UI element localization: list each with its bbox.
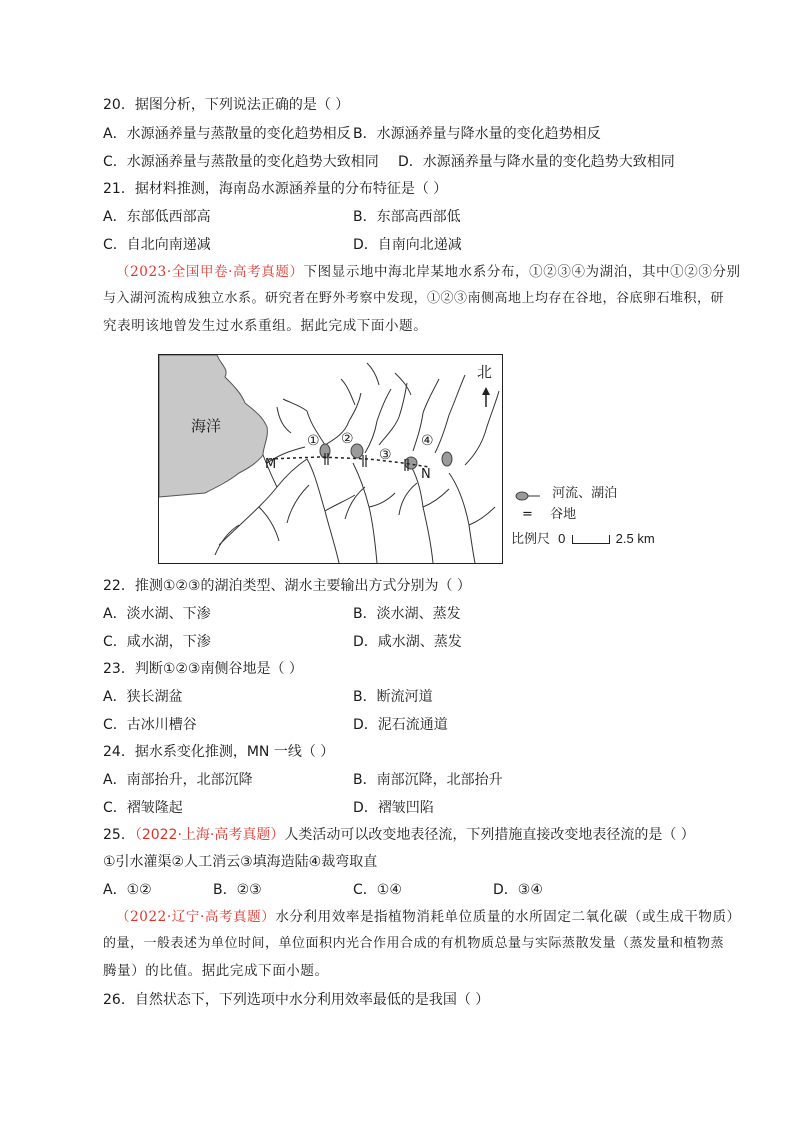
legend-river-lake [514,485,617,503]
q20-option-d: D．水源涵养量与降水量的变化趋势大致相同 [398,154,675,170]
q24-option-d: D．褶皱凹陷 [353,800,434,816]
q23-option-c: C．古冰川槽谷 [103,717,197,733]
q25-option-c: C．①④ [353,882,402,898]
material2-text-3: 腾量）的比值。据此完成下面小题。 [103,963,329,979]
q23-option-d: D．泥石流通道 [353,717,448,733]
lake-legend-icon [514,489,542,499]
point-n-label: N [421,467,431,482]
q25-number: 25． [103,827,135,843]
map-drawing [159,355,503,564]
q22-option-c: C．咸水湖，下渗 [103,634,211,650]
q20-stem: 20．据图分析，下列说法正确的是（ ） [103,97,350,113]
legend-valley-label: 谷地 [550,507,577,522]
legend-river-lake-label: 河流、湖泊 [552,486,618,501]
material2-first-line [116,907,741,927]
lake-label-4: ④ [421,433,434,449]
lake-label-1: ① [307,433,320,449]
material2-text-2: 的量，一般表述为单位时间，单位面积内光合作用合成的有机物质总量与实际蒸散发量（蒸发量和植物蒸 [103,936,725,951]
point-m-label: M [265,457,277,472]
scale-zero: 0 [558,531,566,546]
scale-value: 2.5 km [615,531,655,546]
q21-option-a: A．东部低西部高 [103,209,211,225]
lake-label-2: ② [341,431,354,447]
q21-option-c: C．自北向南递减 [103,237,211,253]
q25-stem: 人类活动可以改变地表径流，下列措施直接改变地表径流的是（ ） [284,827,695,843]
north-arrow-icon [482,387,490,395]
q22-option-d: D．咸水湖、蒸发 [353,634,462,650]
q24-option-c: C．褶皱隆起 [103,800,183,816]
scale-bar-icon [572,535,610,544]
scale-label: 比例尺 [511,532,551,547]
q21-option-d: D．自南向北递减 [353,237,462,253]
q25-option-d: D．③④ [493,882,543,898]
material1-text-2: 与入湖河流构成独立水系。研究者在野外考察中发现，①②③南侧高地上均存在谷地，谷底卵石堆积，研 [103,291,725,306]
material1-source: （2023·全国甲卷·高考真题） [116,264,304,280]
q23-option-a: A．狭长湖盆 [103,689,183,705]
q25-source: （2022·上海·高考真题） [134,827,285,843]
scale-bar [511,530,655,549]
valley-legend-icon: = [522,507,533,522]
q21-stem: 21．据材料推测，海南岛水源涵养量的分布特征是（ ） [103,181,448,197]
q24-option-a: A．南部抬升，北部沉降 [103,772,253,788]
q21-option-b: B．东部高西部低 [353,209,461,225]
q23-option-b: B．断流河道 [353,689,433,705]
q25-items: ①引水灌渠②人工消云③填海造陆④裁弯取直 [103,854,378,870]
q22-option-b: B．淡水湖、蒸发 [353,606,461,622]
ocean-label: 海洋 [191,417,222,435]
q23-stem: 23．判断①②③南侧谷地是（ ） [103,661,303,677]
q24-stem: 24．据水系变化推测，MN 一线（ ） [103,744,335,760]
river-system-map [158,354,503,564]
material1-text-1: 下图显示地中海北岸某地水系分布，①②③④为湖泊，其中①②③分别 [303,264,741,280]
q25-option-b: B．②③ [213,882,262,898]
lake-label-3: ③ [379,447,392,463]
legend-valley [522,506,576,524]
material2-source: （2022·辽宁·高考真题） [116,909,276,925]
q20-option-c: C．水源涵养量与蒸散量的变化趋势大致相同 [103,154,379,170]
q20-option-b: B．水源涵养量与降水量的变化趋势相反 [353,126,601,142]
material2-text-1: 水分利用效率是指植物消耗单位质量的水所固定二氧化碳（或生成干物质） [275,909,741,925]
q24-option-b: B．南部沉降，北部抬升 [353,772,503,788]
q22-option-a: A．淡水湖、下渗 [103,606,211,622]
q25-stem-line [103,825,695,845]
north-label: 北 [477,363,493,381]
q20-option-a: A．水源涵养量与蒸散量的变化趋势相反 [103,126,351,142]
q25-option-a: A．①② [103,882,152,898]
q26-stem: 26．自然状态下，下列选项中水分利用效率最低的是我国（ ） [103,992,490,1008]
q22-stem: 22．推测①②③的湖泊类型、湖水主要输出方式分别为（ ） [103,578,471,594]
material1-first-line [116,262,741,282]
river-lines [215,363,499,563]
material1-text-3: 究表明该地曾发生过水系重组。据此完成下面小题。 [103,318,428,334]
